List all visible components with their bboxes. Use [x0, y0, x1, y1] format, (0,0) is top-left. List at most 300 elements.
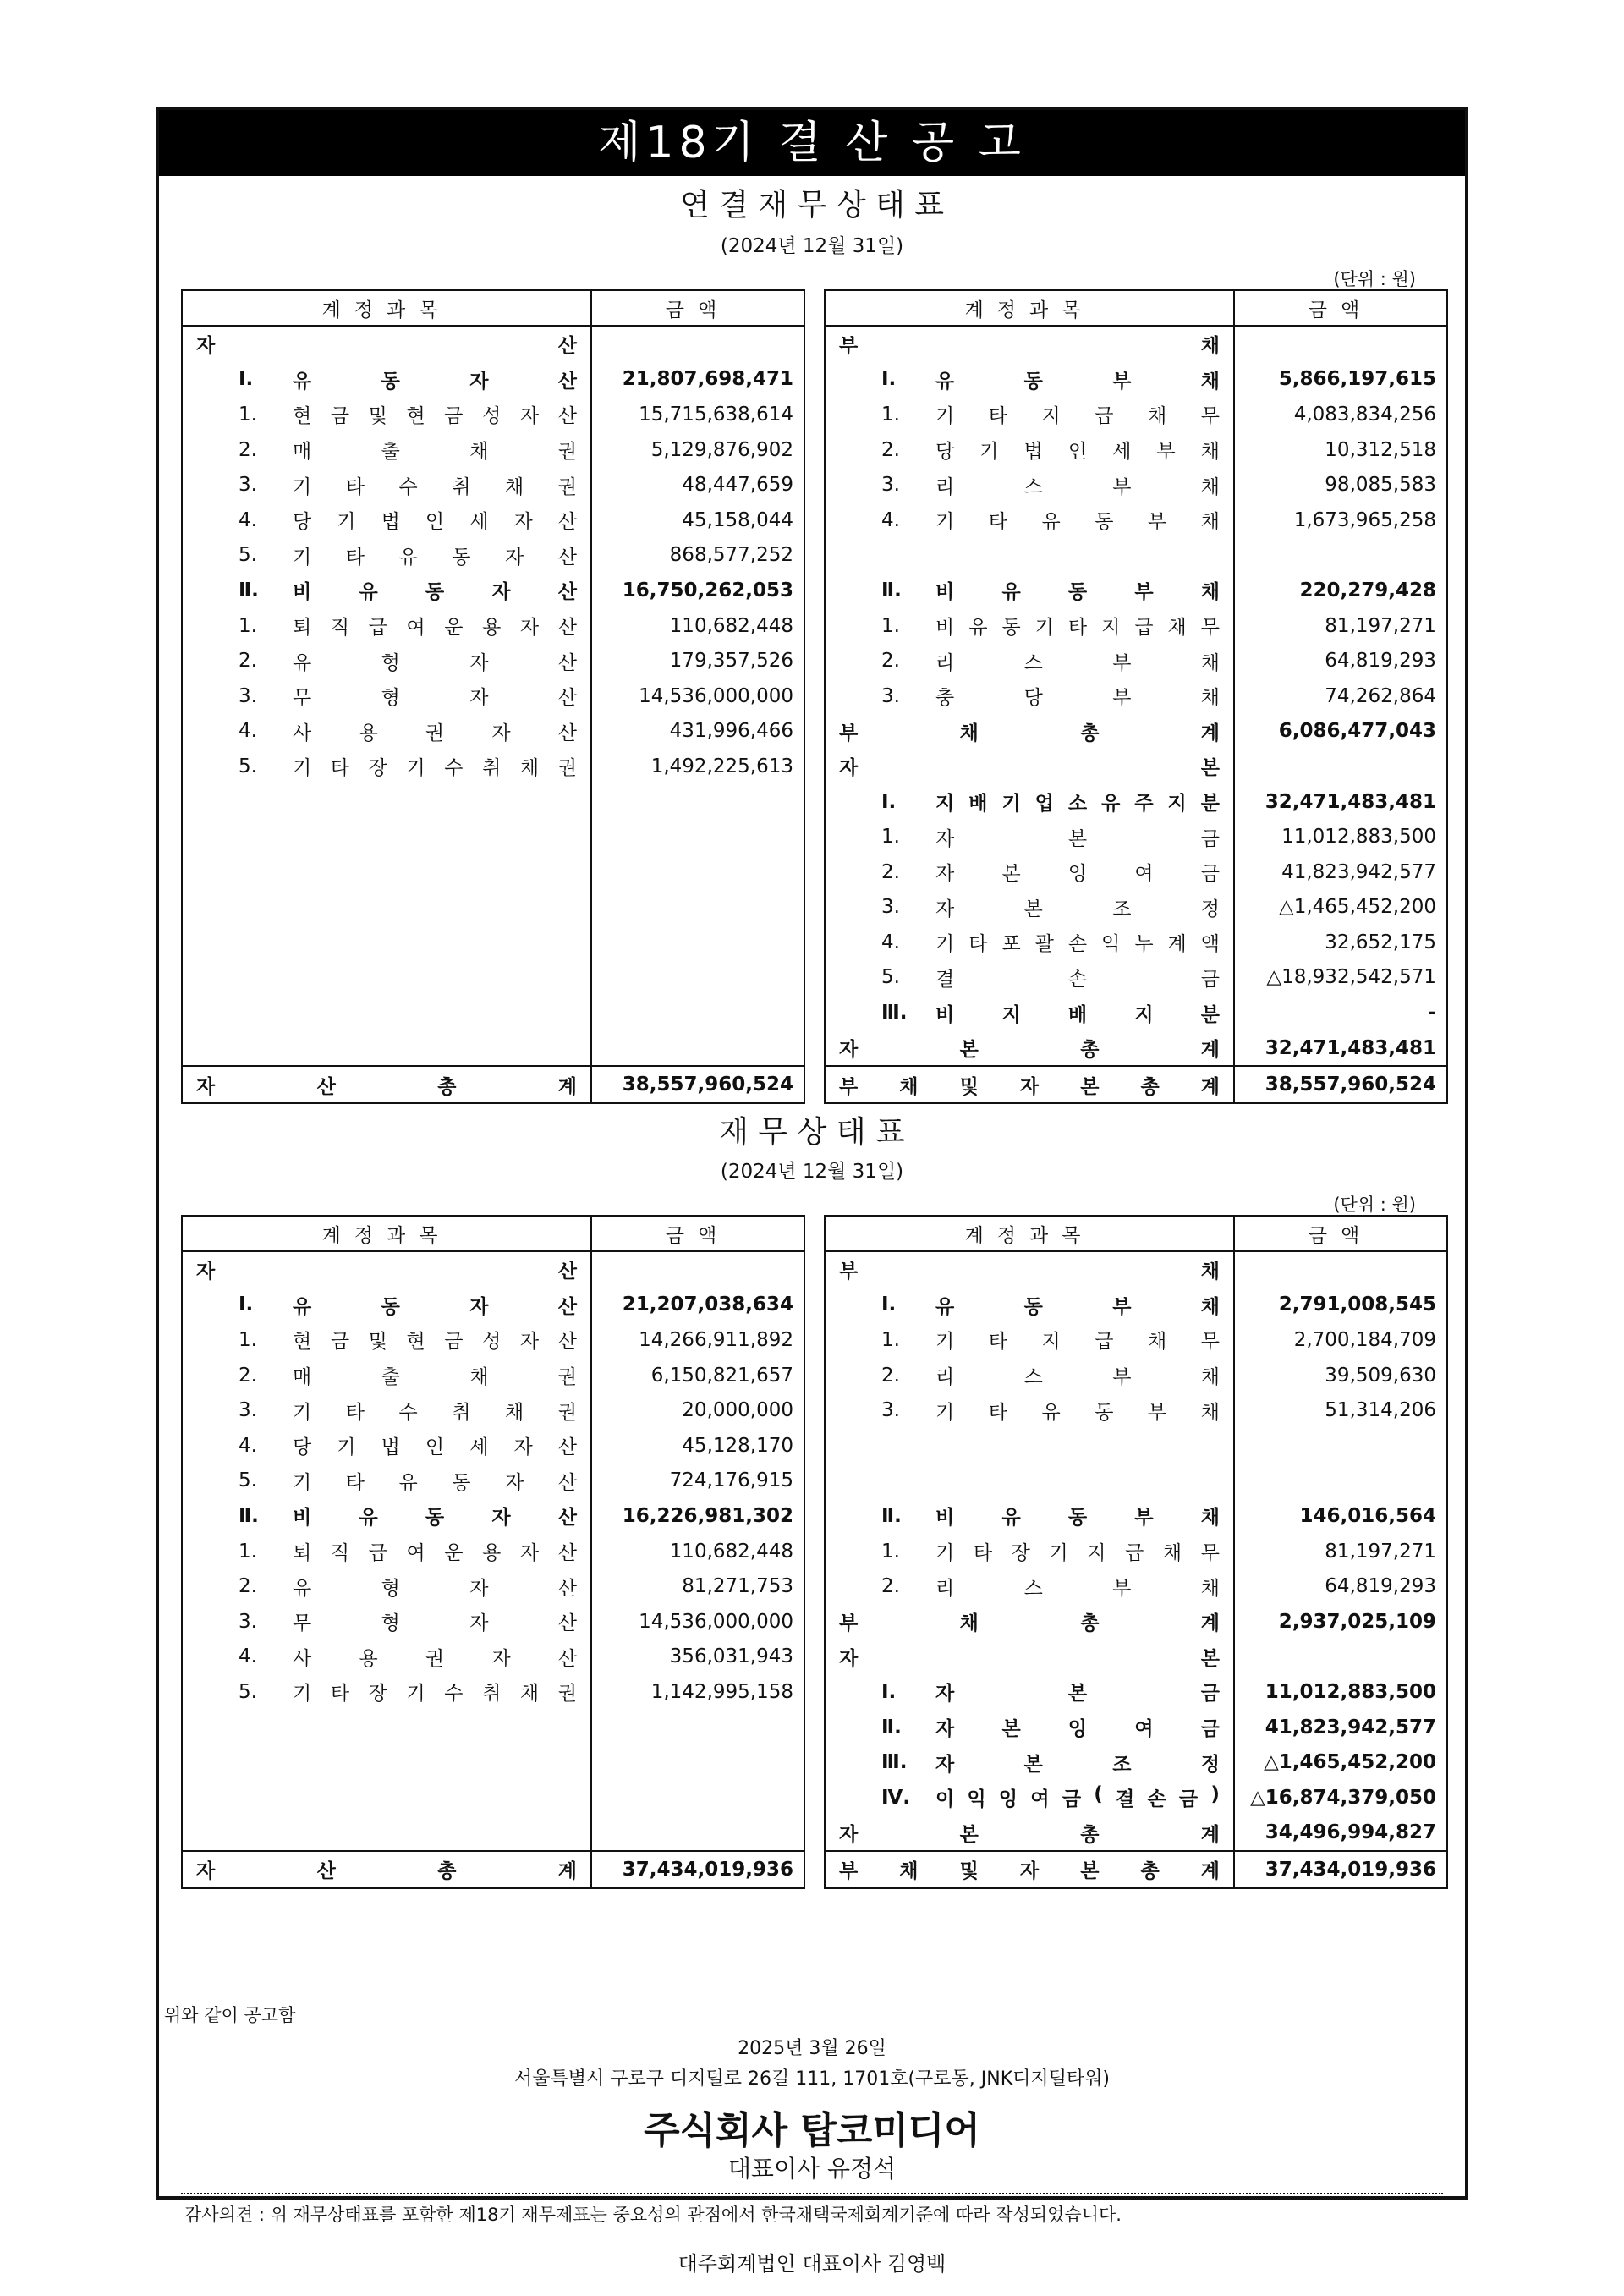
amount-cell: 431,996,466 — [591, 714, 804, 750]
consolidated-unit: (단위 : 원) — [1333, 269, 1416, 289]
account-label: 이 익 잉 여 금 ( 결 손 금 ) — [935, 1783, 1220, 1811]
account-number: Ⅰ. — [881, 368, 897, 391]
account-cell — [182, 1428, 591, 1464]
amount-cell: 64,819,293 — [1234, 643, 1447, 678]
account-label: 비 지 배 지 분 — [935, 1003, 1220, 1026]
account-number: 3. — [881, 474, 900, 497]
account-cell — [825, 362, 1234, 398]
account-number: 1. — [881, 826, 900, 849]
account-label: 유 형 자 산 — [293, 1577, 577, 1600]
account-label: 기 타 수 취 채 권 — [293, 475, 577, 498]
account-label: 유 동 부 채 — [935, 370, 1220, 393]
amount-cell: 146,016,564 — [1234, 1498, 1447, 1534]
account-cell — [825, 960, 1234, 996]
account-label: 기 타 포 괄 손 익 누 계 액 — [935, 933, 1220, 956]
account-number: 1. — [881, 403, 900, 426]
total-label: 부 채 및 자 본 총 계 — [825, 1851, 1234, 1888]
account-cell — [825, 1392, 1234, 1428]
total-row — [825, 1066, 1447, 1103]
account-number: Ⅱ. — [239, 1504, 259, 1527]
account-cell — [182, 467, 591, 503]
amount-cell: 32,471,483,481 — [1234, 1030, 1447, 1067]
amount-cell: 81,197,271 — [1234, 608, 1447, 644]
account-number: 3. — [239, 1610, 257, 1633]
account-number: 5. — [239, 1469, 257, 1492]
amount-cell: 220,279,428 — [1234, 573, 1447, 608]
account-number: 2. — [239, 1364, 257, 1387]
announcement-banner: 제18기 결 산 공 고 — [159, 110, 1465, 176]
account-label: 퇴 직 급 여 운 용 자 산 — [293, 1542, 577, 1565]
account-number: Ⅱ. — [881, 1504, 902, 1527]
account-number: Ⅱ. — [881, 1716, 902, 1738]
account-label: 기 타 유 동 부 채 — [935, 1401, 1220, 1424]
table-row — [825, 503, 1447, 538]
table-row — [825, 749, 1447, 784]
account-label: 무 형 자 산 — [293, 687, 577, 710]
table-row — [182, 1392, 804, 1428]
table-row — [182, 467, 804, 503]
table-row — [825, 1358, 1447, 1393]
amount-cell: 110,682,448 — [591, 608, 804, 644]
account-label: 충 당 부 채 — [935, 687, 1220, 710]
amount-cell: 10,312,518 — [1234, 432, 1447, 468]
account-number: Ⅰ. — [239, 368, 254, 391]
table-row — [182, 678, 804, 714]
account-label: 기 타 장 기 수 취 채 권 — [293, 757, 577, 780]
amount-cell — [1234, 1251, 1447, 1288]
account-label: 자 산 — [196, 335, 577, 358]
amount-cell: 16,226,981,302 — [591, 1498, 804, 1534]
account-cell — [825, 397, 1234, 432]
table-row — [825, 678, 1447, 714]
table-row — [825, 1288, 1447, 1323]
table-row — [182, 397, 804, 432]
table-row — [182, 1030, 804, 1067]
amount-cell — [591, 890, 804, 926]
table-row — [182, 573, 804, 608]
account-number: 2. — [881, 860, 900, 883]
account-cell — [182, 678, 591, 714]
account-label: 리 스 부 채 — [935, 651, 1220, 674]
account-cell — [182, 1464, 591, 1499]
account-number: Ⅳ. — [881, 1786, 911, 1809]
account-cell — [825, 1674, 1234, 1710]
table-row — [182, 1358, 804, 1393]
account-label: 유 동 자 산 — [293, 370, 577, 393]
account-label: 비 유 동 기 타 지 급 채 무 — [935, 617, 1220, 640]
account-cell — [825, 1710, 1234, 1745]
table-row — [825, 1674, 1447, 1710]
account-cell — [825, 573, 1234, 608]
amount-cell: 2,937,025,109 — [1234, 1604, 1447, 1640]
amount-cell: 98,085,583 — [1234, 467, 1447, 503]
account-label: 현 금 및 현 금 성 자 산 — [293, 1331, 577, 1354]
table-row — [182, 819, 804, 854]
account-number: 4. — [881, 508, 900, 531]
account-label: 기 타 유 동 자 산 — [293, 1471, 577, 1494]
consolidated-assets-table — [181, 289, 805, 1104]
account-cell — [825, 925, 1234, 960]
account-cell — [825, 1640, 1234, 1675]
amount-cell — [1234, 749, 1447, 784]
amount-cell: - — [1234, 995, 1447, 1030]
amount-cell: 110,682,448 — [591, 1534, 804, 1569]
account-number: Ⅱ. — [881, 579, 902, 601]
separate-date: (2024년 12월 31일) — [720, 1161, 904, 1183]
account-cell — [825, 1428, 1234, 1464]
table-row — [182, 1815, 804, 1852]
account-label: 기 타 장 기 수 취 채 권 — [293, 1683, 577, 1706]
table-row — [182, 1498, 804, 1534]
account-cell — [182, 1780, 591, 1815]
table-row — [825, 784, 1447, 820]
account-cell — [825, 1030, 1234, 1067]
table-row — [825, 1604, 1447, 1640]
account-number: 4. — [881, 931, 900, 953]
account-label: 자 본 총 계 — [839, 1823, 1220, 1846]
table-row — [825, 1534, 1447, 1569]
account-number: 4. — [239, 1645, 257, 1668]
table-row — [182, 1568, 804, 1604]
account-label: 비 유 동 부 채 — [935, 1507, 1220, 1530]
account-cell — [825, 503, 1234, 538]
account-number: 1. — [881, 1540, 900, 1563]
amount-cell: 356,031,943 — [591, 1640, 804, 1675]
account-number: 2. — [239, 438, 257, 461]
table-row — [825, 1498, 1447, 1534]
account-label: 비 유 동 자 산 — [293, 1507, 577, 1530]
separate-unit: (단위 : 원) — [1333, 1195, 1416, 1215]
table-row — [182, 1674, 804, 1710]
account-cell — [825, 890, 1234, 926]
table-row — [825, 1251, 1447, 1288]
amount-cell: 11,012,883,500 — [1234, 1674, 1447, 1710]
amount-cell: 74,262,864 — [1234, 678, 1447, 714]
account-cell — [182, 503, 591, 538]
header-account: 계정과목 — [182, 290, 591, 326]
account-cell — [182, 432, 591, 468]
amount-cell: 724,176,915 — [591, 1464, 804, 1499]
account-label: 유 동 부 채 — [935, 1295, 1220, 1318]
consolidated-liabilities-table — [824, 289, 1448, 1104]
amount-cell: 5,866,197,615 — [1234, 362, 1447, 398]
table-row — [825, 573, 1447, 608]
account-label: 기 타 지 급 채 무 — [935, 1331, 1220, 1354]
account-cell — [825, 1322, 1234, 1358]
account-cell — [182, 819, 591, 854]
company-ceo: 대표이사 유정석 — [727, 2155, 897, 2183]
table-row — [182, 995, 804, 1030]
table-row — [182, 608, 804, 644]
account-cell — [182, 1030, 591, 1067]
account-cell — [182, 1322, 591, 1358]
account-label: 기 타 장 기 지 급 채 무 — [935, 1542, 1220, 1565]
table-row — [182, 925, 804, 960]
account-cell — [182, 1392, 591, 1428]
amount-cell — [591, 995, 804, 1030]
table-row — [825, 643, 1447, 678]
amount-cell: 179,357,526 — [591, 643, 804, 678]
account-label: 부 채 총 계 — [839, 1612, 1220, 1635]
account-cell — [825, 784, 1234, 820]
amount-cell: 14,266,911,892 — [591, 1322, 804, 1358]
amount-cell: 14,536,000,000 — [591, 1604, 804, 1640]
table-row — [825, 960, 1447, 996]
amount-cell: 48,447,659 — [591, 467, 804, 503]
account-cell — [182, 925, 591, 960]
table-row — [825, 1322, 1447, 1358]
table-row — [182, 1604, 804, 1640]
account-label: 리 스 부 채 — [935, 475, 1220, 498]
table-row — [182, 1288, 804, 1323]
account-cell — [825, 1358, 1234, 1393]
account-label: 지 배 기 업 소 유 주 지 분 — [935, 793, 1220, 816]
amount-cell: 6,150,821,657 — [591, 1358, 804, 1393]
account-cell — [182, 1815, 591, 1852]
table-row — [182, 854, 804, 890]
account-number: 1. — [239, 614, 257, 637]
amount-cell: 21,807,698,471 — [591, 362, 804, 398]
consolidated-date: (2024년 12월 31일) — [720, 235, 904, 257]
account-label: 비 유 동 자 산 — [293, 581, 577, 604]
account-number: 1. — [881, 1328, 900, 1351]
amount-cell — [591, 326, 804, 362]
account-number: 2. — [881, 438, 900, 461]
amount-cell: 45,158,044 — [591, 503, 804, 538]
account-number: Ⅰ. — [881, 1294, 897, 1316]
amount-cell — [591, 854, 804, 890]
account-label: 자 본 금 — [935, 1683, 1220, 1706]
account-number: 3. — [881, 684, 900, 707]
amount-cell: △18,932,542,571 — [1234, 960, 1447, 996]
account-label: 부 채 총 계 — [839, 722, 1220, 744]
account-cell — [825, 432, 1234, 468]
amount-cell: 81,271,753 — [591, 1568, 804, 1604]
amount-cell: 34,496,994,827 — [1234, 1815, 1447, 1852]
account-cell — [182, 854, 591, 890]
header-amount: 금액 — [591, 1216, 804, 1251]
total-amount: 38,557,960,524 — [1234, 1066, 1447, 1103]
table-row — [182, 1640, 804, 1675]
table-row — [825, 1815, 1447, 1852]
account-cell — [182, 1534, 591, 1569]
separate-liabilities-table — [824, 1215, 1448, 1889]
audit-opinion: 감사의견 : 위 재무상태표를 포함한 제18기 재무제표는 중요성의 관점에서 한국채택국제회계기준에 따라 작성되었습니다. — [184, 2205, 1122, 2225]
amount-cell — [591, 819, 804, 854]
table-row — [182, 1428, 804, 1464]
header-account: 계정과목 — [825, 1216, 1234, 1251]
amount-cell: 15,715,638,614 — [591, 397, 804, 432]
account-cell — [182, 995, 591, 1030]
account-cell — [825, 1288, 1234, 1323]
account-cell — [825, 1534, 1234, 1569]
account-number: 5. — [881, 966, 900, 989]
account-cell — [182, 538, 591, 574]
table-row — [825, 1030, 1447, 1067]
amount-cell — [591, 1815, 804, 1852]
table-row — [825, 1710, 1447, 1745]
account-cell — [182, 1710, 591, 1745]
account-number: Ⅲ. — [881, 1002, 908, 1024]
account-cell — [182, 1358, 591, 1393]
amount-cell — [1234, 1640, 1447, 1675]
account-label: 매 출 채 권 — [293, 441, 577, 464]
amount-cell: 11,012,883,500 — [1234, 819, 1447, 854]
table-row — [182, 749, 804, 784]
account-number: Ⅱ. — [239, 579, 259, 601]
table-row — [182, 503, 804, 538]
account-cell — [182, 1251, 591, 1288]
table-row — [182, 714, 804, 750]
account-cell — [825, 467, 1234, 503]
amount-cell: 2,700,184,709 — [1234, 1322, 1447, 1358]
account-cell — [182, 749, 591, 784]
account-label: 유 형 자 산 — [293, 651, 577, 674]
amount-cell — [591, 925, 804, 960]
amount-cell — [1234, 1464, 1447, 1499]
account-cell — [825, 1251, 1234, 1288]
table-row — [825, 326, 1447, 362]
account-cell — [825, 749, 1234, 784]
table-row — [182, 1534, 804, 1569]
amount-cell — [591, 1710, 804, 1745]
amount-cell: 21,207,038,634 — [591, 1288, 804, 1323]
table-row — [825, 1640, 1447, 1675]
announcement-date: 2025년 3월 26일 — [738, 2038, 886, 2059]
total-row — [825, 1851, 1447, 1888]
table-row — [825, 854, 1447, 890]
account-cell — [825, 819, 1234, 854]
account-number: Ⅰ. — [239, 1294, 254, 1316]
account-cell — [182, 1744, 591, 1780]
account-label: 결 손 금 — [935, 968, 1220, 991]
account-number: 5. — [239, 544, 257, 567]
account-cell — [182, 397, 591, 432]
amount-cell: 5,129,876,902 — [591, 432, 804, 468]
table-row — [182, 1464, 804, 1499]
amount-cell: 20,000,000 — [591, 1392, 804, 1428]
account-cell — [825, 538, 1234, 574]
account-label: 퇴 직 급 여 운 용 자 산 — [293, 617, 577, 640]
amount-cell — [591, 1251, 804, 1288]
account-cell — [182, 1604, 591, 1640]
account-label: 사 용 권 자 산 — [293, 1647, 577, 1670]
separate-title: 재 무 상 태 표 — [719, 1115, 905, 1150]
table-row — [825, 362, 1447, 398]
account-cell — [182, 1568, 591, 1604]
account-cell — [825, 1498, 1234, 1534]
amount-cell: 45,128,170 — [591, 1428, 804, 1464]
account-cell — [182, 1498, 591, 1534]
table-row — [182, 643, 804, 678]
amount-cell: 2,791,008,545 — [1234, 1288, 1447, 1323]
account-number: 4. — [239, 508, 257, 531]
table-row — [182, 1322, 804, 1358]
account-number: 2. — [239, 1575, 257, 1598]
table-row — [825, 1780, 1447, 1815]
table-row — [182, 326, 804, 362]
amount-cell — [591, 960, 804, 996]
consolidated-title: 연 결 재 무 상 태 표 — [679, 188, 945, 222]
amount-cell: 41,823,942,577 — [1234, 1710, 1447, 1745]
table-row — [825, 1568, 1447, 1604]
account-cell — [825, 643, 1234, 678]
account-number: 4. — [239, 1434, 257, 1457]
amount-cell: 64,819,293 — [1234, 1568, 1447, 1604]
account-label: 자 본 조 정 — [935, 1753, 1220, 1776]
account-number: 1. — [239, 1328, 257, 1351]
account-cell — [182, 643, 591, 678]
header-amount: 금액 — [591, 290, 804, 326]
amount-cell: 14,536,000,000 — [591, 678, 804, 714]
amount-cell: 32,652,175 — [1234, 925, 1447, 960]
account-number: 3. — [239, 684, 257, 707]
total-amount: 38,557,960,524 — [591, 1066, 804, 1103]
account-cell — [825, 1604, 1234, 1640]
account-label: 매 출 채 권 — [293, 1366, 577, 1389]
table-row — [825, 432, 1447, 468]
account-number: Ⅲ. — [881, 1751, 908, 1774]
account-number: Ⅰ. — [881, 790, 897, 813]
amount-cell — [1234, 1428, 1447, 1464]
auditor-signature: 대주회계법인 대표이사 김영백 — [678, 2252, 946, 2276]
account-label: 부 채 — [839, 1261, 1220, 1283]
table-row — [825, 397, 1447, 432]
account-label: 자 본 잉 여 금 — [935, 1718, 1220, 1741]
account-cell — [825, 1744, 1234, 1780]
amount-cell: 1,673,965,258 — [1234, 503, 1447, 538]
account-label: 현 금 및 현 금 성 자 산 — [293, 405, 577, 428]
header-amount: 금액 — [1234, 290, 1447, 326]
account-label: 자 본 금 — [935, 827, 1220, 850]
table-row — [182, 432, 804, 468]
account-label: 기 타 수 취 채 권 — [293, 1401, 577, 1424]
dotted-divider — [181, 2193, 1443, 2194]
account-cell — [825, 326, 1234, 362]
account-number: 2. — [881, 1575, 900, 1598]
table-row — [825, 925, 1447, 960]
account-label: 자 본 잉 여 금 — [935, 863, 1220, 886]
account-cell — [182, 362, 591, 398]
account-label: 기 타 유 동 부 채 — [935, 511, 1220, 534]
account-cell — [182, 890, 591, 926]
account-label: 기 타 지 급 채 무 — [935, 405, 1220, 428]
account-number: 5. — [239, 755, 257, 777]
account-cell — [825, 714, 1234, 750]
account-number: 2. — [881, 1364, 900, 1387]
total-label: 자 산 총 계 — [182, 1851, 591, 1888]
account-number: 1. — [881, 614, 900, 637]
account-label: 자 본 — [839, 757, 1220, 780]
table-row — [825, 1464, 1447, 1499]
account-number: 4. — [239, 720, 257, 743]
account-label: 부 채 — [839, 335, 1220, 358]
account-number: 2. — [881, 650, 900, 673]
amount-cell — [591, 1744, 804, 1780]
table-row — [825, 1392, 1447, 1428]
amount-cell: △1,465,452,200 — [1234, 890, 1447, 926]
table-row — [182, 538, 804, 574]
header-amount: 금액 — [1234, 1216, 1447, 1251]
company-name: 주식회사 탑코미디어 — [644, 2109, 980, 2152]
amount-cell — [591, 1780, 804, 1815]
account-label: 무 형 자 산 — [293, 1612, 577, 1635]
total-label: 부 채 및 자 본 총 계 — [825, 1066, 1234, 1103]
account-cell — [825, 1815, 1234, 1852]
account-cell — [825, 995, 1234, 1030]
amount-cell — [1234, 326, 1447, 362]
account-number: 3. — [881, 1399, 900, 1422]
